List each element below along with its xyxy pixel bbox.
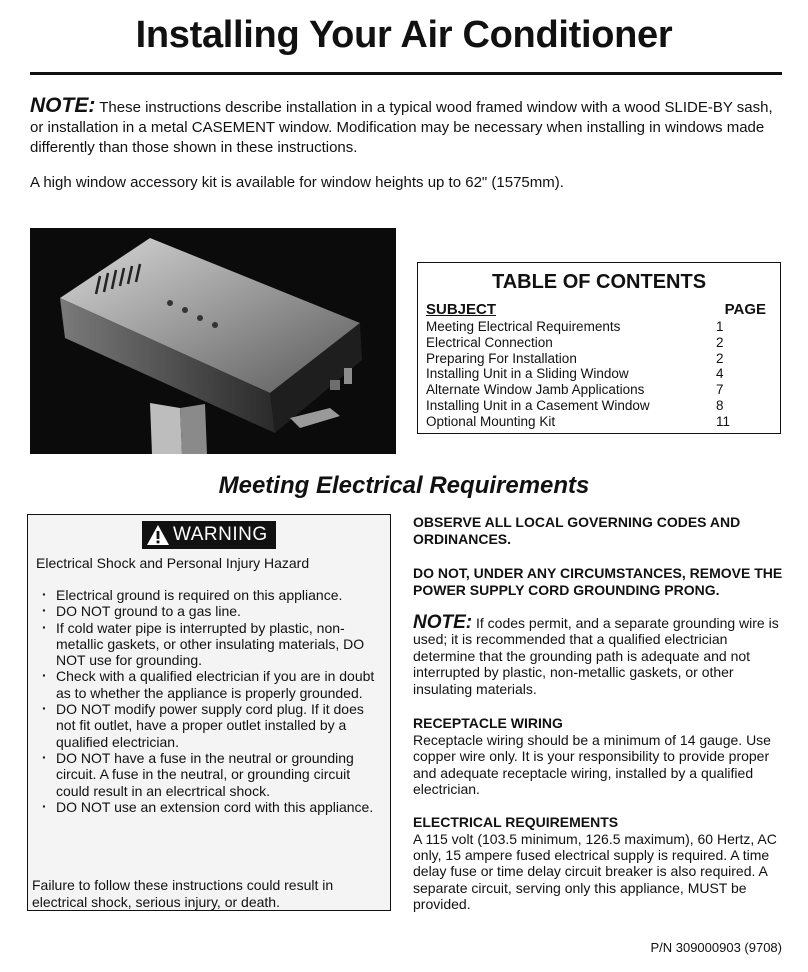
receptacle-wiring-text: Receptacle wiring should be a minimum of 14 gauge. Use copper wire only. It is your responsibility to provide proper and adequate receptacle wiring, installed by a qualified electrician. [413,732,771,798]
warning-item: · DO NOT modify power supply cord plug. If it does not fit outlet, have a proper outlet installed by a qualified electrician. [38,701,382,750]
air-conditioner-illustration [30,228,396,454]
warning-item: · If cold water pipe is interrupted by plastic, non-metallic gaskets, or other insulating materials, DO NOT use for grounding. [38,620,382,669]
air-conditioner-photo [30,228,396,454]
toc-item-page: 8 [716,397,724,413]
receptacle-wiring-heading: RECEPTACLE WIRING [413,715,563,732]
warning-item: · Electrical ground is required on this appliance. [38,587,382,603]
toc-item [426,398,768,414]
accessory-kit-text: A high window accessory kit is available for window heights up to 62" (1575mm). [30,174,564,191]
warning-item: · Check with a qualified electrician if you are in doubt as to whether the appliance is properly grounded. [38,668,382,701]
warning-label [142,521,276,549]
warning-label-text: WARNING [173,524,268,545]
toc-title: TABLE OF CONTENTS [491,271,707,293]
toc-item-subject: Alternate Window Jamb Applications [426,382,645,398]
toc-item [426,382,768,398]
toc-item-page: 4 [716,366,724,382]
toc-item [426,351,768,367]
toc-item-subject: Optional Mounting Kit [426,413,556,429]
part-number: P/N 309000903 (9708) [650,940,782,955]
toc-header [426,301,766,318]
grounding-note-text: If codes permit, and a separate grounding wire is used; it is recommended that a qualified electrician determine that the grounding path is adequate and not interrupted by plastic, non-metallic gaskets, or other insulating materials. [413,615,779,697]
warning-item: · DO NOT have a fuse in the neutral or grounding circuit. A fuse in the neutral, or grounding circuit could result in an elecrtrical shock. [38,750,382,799]
toc-item [426,366,768,382]
toc-item-subject: Preparing For Installation [426,350,577,366]
grounding-note [413,612,783,697]
warning-item: · DO NOT ground to a gas line. [38,603,382,619]
page-title: Installing Your Air Conditioner [135,14,673,56]
toc-item-subject: Installing Unit in a Casement Window [426,397,650,413]
grounding-note-label: NOTE: [413,612,473,633]
toc-item [426,335,768,351]
toc-item-subject: Electrical Connection [426,334,553,350]
toc-item-page: 11 [716,413,731,429]
section-title: Meeting Electrical Requirements [218,472,590,499]
hazard-title: Electrical Shock and Personal Injury Hazard [36,555,310,571]
toc-list [426,319,768,430]
electrical-requirements-text: A 115 volt (103.5 minimum, 126.5 maximum), 60 Hertz, AC only, 15 ampere fused electrical supply is required. A time delay fuse or time delay circuit breaker is also required. A separate circuit, serving only this appliance, MUST be provided. [413,830,777,913]
warning-item: · DO NOT use an extension cord with this appliance. [38,799,382,815]
toc-item-page: 7 [716,382,724,398]
toc-page-header: PAGE [724,301,766,318]
electrical-requirements-heading: ELECTRICAL REQUIREMENTS [413,813,619,830]
table-of-contents [417,262,781,434]
toc-item-page: 2 [716,350,724,366]
toc-item-subject: Installing Unit in a Sliding Window [426,366,629,382]
observe-codes-text: OBSERVE ALL LOCAL GOVERNING CODES AND ORDINANCES. [413,514,741,547]
warning-triangle-icon [146,524,170,546]
warning-list [38,587,382,815]
warning-box [27,514,391,911]
toc-subject-header: SUBJECT [426,301,497,318]
toc-item [426,319,768,335]
toc-item-page: 2 [716,334,724,350]
failure-warning: Failure to follow these instructions could result in electrical shock, serious injury, or death. [32,877,334,910]
intro-note-text: These instructions describe installation in a typical wood framed window with a wood SLIDE-BY sash, or installation in a metal CASEMENT window. Modification may be necessary when installing in windows made differently than those shown in these instructions. [30,99,773,156]
title-rule [30,72,782,75]
intro-note-label: NOTE: [30,94,96,117]
intro-note [30,96,790,158]
electrical-info-column [413,514,783,913]
toc-item-page: 1 [716,319,724,334]
toc-item [426,414,768,430]
grounding-prong-warning: DO NOT, UNDER ANY CIRCUMSTANCES, REMOVE THE POWER SUPPLY CORD GROUNDING PRONG. [413,565,783,598]
toc-item-subject: Meeting Electrical Requirements [426,319,621,334]
